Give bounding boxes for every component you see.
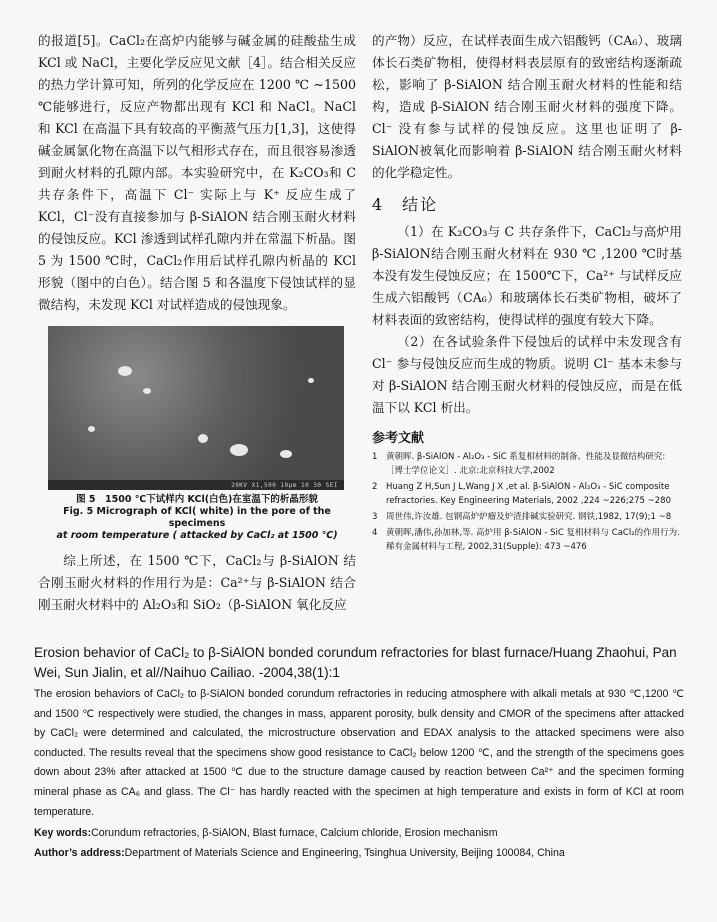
figure-caption-en: Fig. 5 Micrograph of KCl( white) in the pore of the specimens <box>63 506 331 529</box>
references-title: 参考文献 <box>372 431 425 446</box>
address-text: Department of Materials Science and Engineering, Tsinghua University, Beijing 100084, China <box>124 847 565 860</box>
summary-paragraph: 综上所述，在 1500 ℃下，CaCl₂与 β-SiAlON 结合刚玉耐火材料的作用行为是：Ca²⁺与 β-SiAlON 结合刚玉耐火材料中的 Al₂O₃和 SiO₂（β-SiAlON 氧化反应 <box>38 553 356 612</box>
abstract-title: Erosion behavior of CaCl₂ to β-SiAlON bonded corundum refractories for blast furnace/Huang Zhaohui, Pan Wei, Sun Jialin, et al//Naihuo Cailiao. -2004,38(1):1 <box>34 645 677 680</box>
section-title: 4 结论 <box>372 195 439 214</box>
reference-item: 1 黄朝晖. β-SiAlON - Al₂O₃ - SiC 系复相材料的制备、性能及显微结构研究:［博士学位论文］. 北京:北京科技大学,2002 <box>372 452 666 476</box>
right-column <box>372 30 682 556</box>
abstract-body: The erosion behaviors of CaCl₂ to β-SiAlON bonded corundum refractories in reducing atmosphere with alkali metals at 930 ℃,1200 ℃ and 1500 ℃ respectively were studied, the changes in mass, apparent porosity, bulk density and CMOR of the specimens after attacked by CaCl₂ were determined and calculated, the microstructure observation and EDAX analysis to the attacked specimens were also conducted. The results reveal that the specimens show good resistance to CaCl₂ below 1200 ℃, and the strength of the specimens goes down about 23% after attacked at 1500 ℃ due to the structure damage caused by reaction between Ca²⁺ and the specimen forming mineral phase as CA₆ and glass. The Cl⁻ has hardly reacted with the specimen at high temperature and exists in form of KCl at room temperature. <box>34 688 684 818</box>
reference-item: 3 周世伟,许汝雄. 包钢高炉炉瘤及炉渣排碱实验研究. 钢铁,1982, 17(9);1 ~8 <box>372 512 672 522</box>
left-column <box>38 30 356 616</box>
address-label: Author’s address: <box>34 847 125 860</box>
address-line <box>34 844 684 862</box>
english-abstract <box>34 643 684 862</box>
reference-item: 2 Huang Z H,Sun J L,Wang J X ,et al. β-SiAlON - Al₂O₃ - SiC composite refractories. Key Engineering Materials, 2002 ,224 ~226;275 ~280 <box>372 482 671 506</box>
micrograph-figure <box>48 326 344 490</box>
figure-caption-en-2: at room temperature ( attacked by CaCl₂ at 1500 ℃) <box>56 530 338 541</box>
reference-item: 4 黄朝晖,潘伟,孙加林,等. 高炉用 β-SiAlON - SiC 复相材料与 CaCl₂的作用行为. 稀有金属材料与工程, 2002,31(Supple): 473 ~476 <box>372 528 680 552</box>
figure-scale-label: 20KV X1,500 10μm 10 30 SEI <box>231 482 338 489</box>
figure-caption-cn: 图 5 1500 ℃下试样内 KCl(白色)在室温下的析晶形貌 <box>76 494 318 505</box>
references-list <box>372 450 682 554</box>
conclusion-1: （1）在 K₂CO₃与 C 共存条件下，CaCl₂与高炉用 β-SiAlON结合刚玉耐火材料在 930 ℃ ,1200 ℃时基本没有发生侵蚀反应；在 1500℃下，Ca²⁺ 与试样反应生成六铝酸钙（CA₆）和玻璃体长石类矿物相，破坏了材料表面的致密结构，使得试样的强度有较大下降。 <box>372 224 682 327</box>
body-paragraph: 的报道[5]。CaCl₂在高炉内能够与碱金属的硅酸盐生成 KCl 或 NaCl，主要化学反应见文献［4］。结合相关反应的热力学计算可知，所列的化学反应在 1200 ℃ ~1500 ℃能够进行，反应产物都出现有 KCl 和 NaCl。NaCl 和 KCl 在高温下具有较高的平衡蒸气压力[1,3]，这使得碱金属氯化物在高温下以气相形式存在，而且很容易渗透到耐火材料的孔隙内部。本实验研究中，在 K₂CO₃和 C 共存条件下，高温下 Cl⁻ 实际上与 K⁺ 反应生成了 KCl，Cl⁻没有直接参加与 β-SiAlON 结合刚玉耐火材料的侵蚀反应。KCl 渗透到试样孔隙内并在常温下析晶。图 5 为 1500 ℃时，CaCl₂作用后试样孔隙内析晶的 KCl 形貌（图中的白色）。结合图 5 和各温度下侵蚀试样的显微结构，未发现 KCl 对试样造成的侵蚀现象。 <box>38 33 356 312</box>
continuation-paragraph: 的产物）反应，在试样表面生成六铝酸钙（CA₆）、玻璃体长石类矿物相，使得材料表层原有的致密结构逐渐疏松，影响了 β-SiAlON 结合刚玉耐火材料的性能和结构，造成 β-SiAlON 结合刚玉耐火材料的强度下降。Cl⁻ 没有参与试样的侵蚀反应。这里也证明了 β-SiAlON被氧化而影响着 β-SiAlON 结合刚玉耐火材料的化学稳定性。 <box>372 33 682 180</box>
keywords-label: Key words: <box>34 827 92 840</box>
keywords-line <box>34 824 684 842</box>
conclusion-2: （2）在各试验条件下侵蚀后的试样中未发现含有 Cl⁻ 参与侵蚀反应而生成的物质。说明 Cl⁻ 基本未参与对 β-SiAlON 结合刚玉耐火材料的侵蚀反应，而是在低温下以 KCl 析出。 <box>372 334 682 415</box>
keywords-text: Corundum refractories, β-SiAlON, Blast furnace, Calcium chloride, Erosion mechanism <box>91 827 498 840</box>
